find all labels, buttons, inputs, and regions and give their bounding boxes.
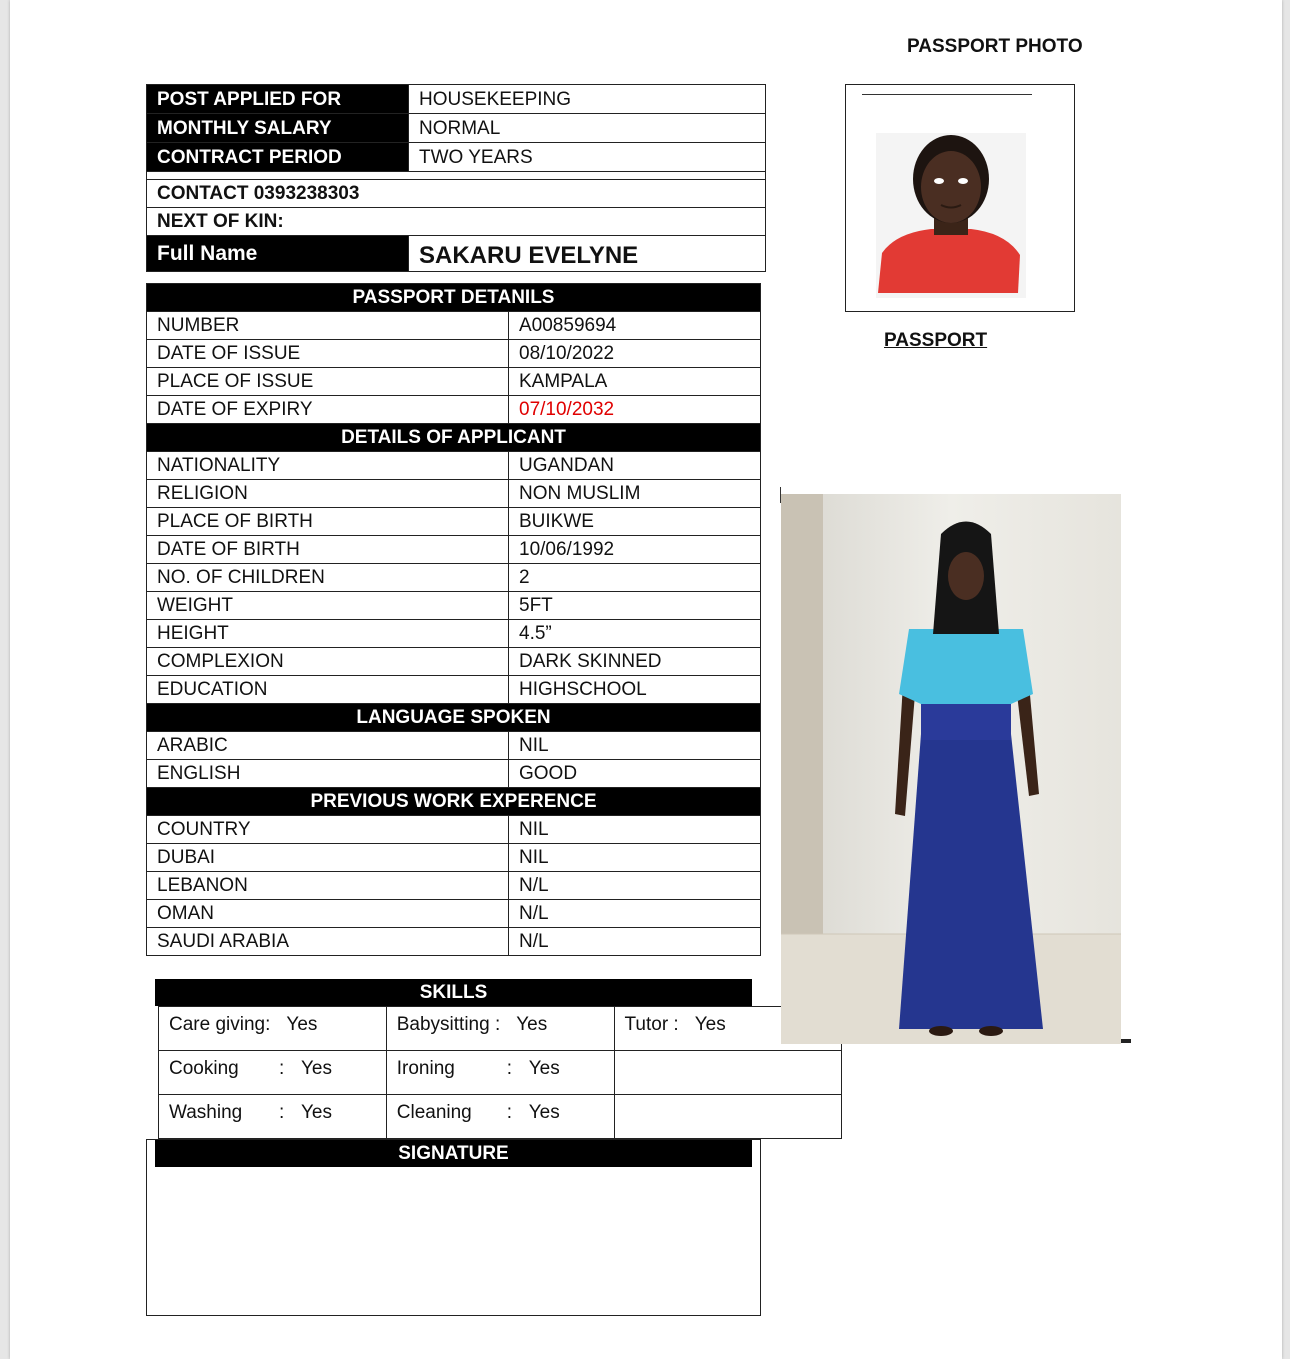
languages-row bbox=[147, 732, 761, 760]
experience-row bbox=[147, 928, 761, 956]
languages-section-header: LANGUAGE SPOKEN bbox=[147, 704, 761, 732]
applicant-label: PLACE OF BIRTH bbox=[147, 508, 509, 536]
job-table bbox=[146, 84, 766, 180]
applicant-row bbox=[147, 620, 761, 648]
applicant-value: NON MUSLIM bbox=[509, 480, 761, 508]
skills-row bbox=[159, 1095, 842, 1139]
skill-name: Cleaning bbox=[396, 1102, 472, 1123]
details-table bbox=[146, 283, 761, 956]
passport-photo-label: PASSPORT PHOTO bbox=[907, 36, 1083, 57]
job-label: POST APPLIED FOR bbox=[147, 85, 409, 114]
passport-photo-frame bbox=[845, 84, 1075, 312]
skill-name: Babysitting : bbox=[396, 1014, 501, 1035]
skill-cell bbox=[614, 1095, 842, 1139]
passport-section-row bbox=[147, 284, 761, 312]
signature-header: SIGNATURE bbox=[155, 1140, 752, 1167]
experience-section-header: PREVIOUS WORK EXPERENCE bbox=[147, 788, 761, 816]
skill-value: Yes bbox=[301, 1058, 332, 1079]
applicant-label: DATE OF BIRTH bbox=[147, 536, 509, 564]
experience-row bbox=[147, 816, 761, 844]
passport-value: 07/10/2032 bbox=[509, 396, 761, 424]
skill-cell bbox=[386, 1007, 614, 1051]
skill-sep: : bbox=[506, 1058, 513, 1079]
photo-top-line bbox=[862, 94, 1032, 95]
experience-label: DUBAI bbox=[147, 844, 509, 872]
passport-label: NUMBER bbox=[147, 312, 509, 340]
applicant-value: 4.5” bbox=[509, 620, 761, 648]
passport-label: PLACE OF ISSUE bbox=[147, 368, 509, 396]
applicant-value: BUIKWE bbox=[509, 508, 761, 536]
skills-header: SKILLS bbox=[155, 979, 752, 1006]
applicant-label: NO. OF CHILDREN bbox=[147, 564, 509, 592]
skill-name: Care giving: bbox=[169, 1014, 271, 1035]
skill-value: Yes bbox=[528, 1102, 560, 1123]
skill-cell bbox=[386, 1051, 614, 1095]
languages-value: GOOD bbox=[509, 760, 761, 788]
document-page bbox=[10, 0, 1282, 1359]
applicant-row bbox=[147, 480, 761, 508]
skill-value: Yes bbox=[516, 1014, 548, 1035]
full-name-value: SAKARU EVELYNE bbox=[409, 236, 766, 272]
skill-cell bbox=[614, 1051, 842, 1095]
experience-value: N/L bbox=[509, 900, 761, 928]
applicant-row bbox=[147, 452, 761, 480]
job-row bbox=[147, 114, 766, 143]
passport-label: PASSPORT bbox=[884, 330, 988, 351]
passport-label: DATE OF ISSUE bbox=[147, 340, 509, 368]
passport-photo-image bbox=[876, 133, 1026, 298]
applicant-section-row bbox=[147, 424, 761, 452]
applicant-row bbox=[147, 564, 761, 592]
experience-label: OMAN bbox=[147, 900, 509, 928]
passport-value: A00859694 bbox=[509, 312, 761, 340]
experience-row bbox=[147, 872, 761, 900]
full-length-photo bbox=[781, 494, 1121, 1044]
job-row bbox=[147, 85, 766, 114]
applicant-row bbox=[147, 536, 761, 564]
skill-name: Tutor : bbox=[624, 1014, 679, 1035]
passport-row bbox=[147, 312, 761, 340]
applicant-value: UGANDAN bbox=[509, 452, 761, 480]
passport-section-header: PASSPORT DETANILS bbox=[147, 284, 761, 312]
skill-cell bbox=[159, 1095, 387, 1139]
experience-label: SAUDI ARABIA bbox=[147, 928, 509, 956]
applicant-value: DARK SKINNED bbox=[509, 648, 761, 676]
applicant-row bbox=[147, 508, 761, 536]
passport-row bbox=[147, 396, 761, 424]
next-of-kin: NEXT OF KIN: bbox=[147, 208, 766, 236]
experience-section-row bbox=[147, 788, 761, 816]
photo-corner-mark-bottom bbox=[1121, 1039, 1131, 1043]
applicant-value: 5FT bbox=[509, 592, 761, 620]
skills-row bbox=[159, 1051, 842, 1095]
job-row bbox=[147, 143, 766, 172]
experience-value: NIL bbox=[509, 844, 761, 872]
passport-value: KAMPALA bbox=[509, 368, 761, 396]
full-name-label: Full Name bbox=[147, 236, 409, 272]
passport-label: DATE OF EXPIRY bbox=[147, 396, 509, 424]
languages-value: NIL bbox=[509, 732, 761, 760]
job-label: MONTHLY SALARY bbox=[147, 114, 409, 143]
applicant-value: HIGHSCHOOL bbox=[509, 676, 761, 704]
skill-value: Yes bbox=[528, 1058, 560, 1079]
skill-cell bbox=[386, 1095, 614, 1139]
applicant-section-header: DETAILS OF APPLICANT bbox=[147, 424, 761, 452]
languages-label: ENGLISH bbox=[147, 760, 509, 788]
experience-row bbox=[147, 844, 761, 872]
job-label: CONTRACT PERIOD bbox=[147, 143, 409, 172]
applicant-label: COMPLEXION bbox=[147, 648, 509, 676]
skill-sep: : bbox=[506, 1102, 513, 1123]
passport-value: 08/10/2022 bbox=[509, 340, 761, 368]
skill-name: Cooking bbox=[169, 1058, 239, 1079]
applicant-value: 10/06/1992 bbox=[509, 536, 761, 564]
applicant-label: EDUCATION bbox=[147, 676, 509, 704]
passport-row bbox=[147, 340, 761, 368]
languages-row bbox=[147, 760, 761, 788]
experience-label: LEBANON bbox=[147, 872, 509, 900]
applicant-label: RELIGION bbox=[147, 480, 509, 508]
job-value: NORMAL bbox=[409, 114, 766, 143]
skill-value: Yes bbox=[301, 1102, 332, 1123]
skill-name: Ironing bbox=[396, 1058, 455, 1079]
experience-value: N/L bbox=[509, 872, 761, 900]
applicant-row bbox=[147, 676, 761, 704]
applicant-value: 2 bbox=[509, 564, 761, 592]
skill-sep: : bbox=[279, 1058, 285, 1079]
skills-table bbox=[158, 1006, 842, 1139]
skill-cell bbox=[159, 1051, 387, 1095]
passport-row bbox=[147, 368, 761, 396]
applicant-row bbox=[147, 592, 761, 620]
contact-table bbox=[146, 179, 766, 272]
languages-label: ARABIC bbox=[147, 732, 509, 760]
experience-label: COUNTRY bbox=[147, 816, 509, 844]
skill-value: Yes bbox=[694, 1014, 726, 1035]
skill-sep: : bbox=[279, 1102, 285, 1123]
experience-value: N/L bbox=[509, 928, 761, 956]
applicant-label: HEIGHT bbox=[147, 620, 509, 648]
experience-row bbox=[147, 900, 761, 928]
contact-number: CONTACT 0393238303 bbox=[147, 180, 766, 208]
skill-name: Washing bbox=[169, 1102, 243, 1123]
skills-row bbox=[159, 1007, 842, 1051]
job-value: HOUSEKEEPING bbox=[409, 85, 766, 114]
applicant-label: NATIONALITY bbox=[147, 452, 509, 480]
skill-value: Yes bbox=[286, 1014, 318, 1035]
job-value: TWO YEARS bbox=[409, 143, 766, 172]
languages-section-row bbox=[147, 704, 761, 732]
experience-value: NIL bbox=[509, 816, 761, 844]
applicant-row bbox=[147, 648, 761, 676]
skill-cell bbox=[159, 1007, 387, 1051]
applicant-label: WEIGHT bbox=[147, 592, 509, 620]
